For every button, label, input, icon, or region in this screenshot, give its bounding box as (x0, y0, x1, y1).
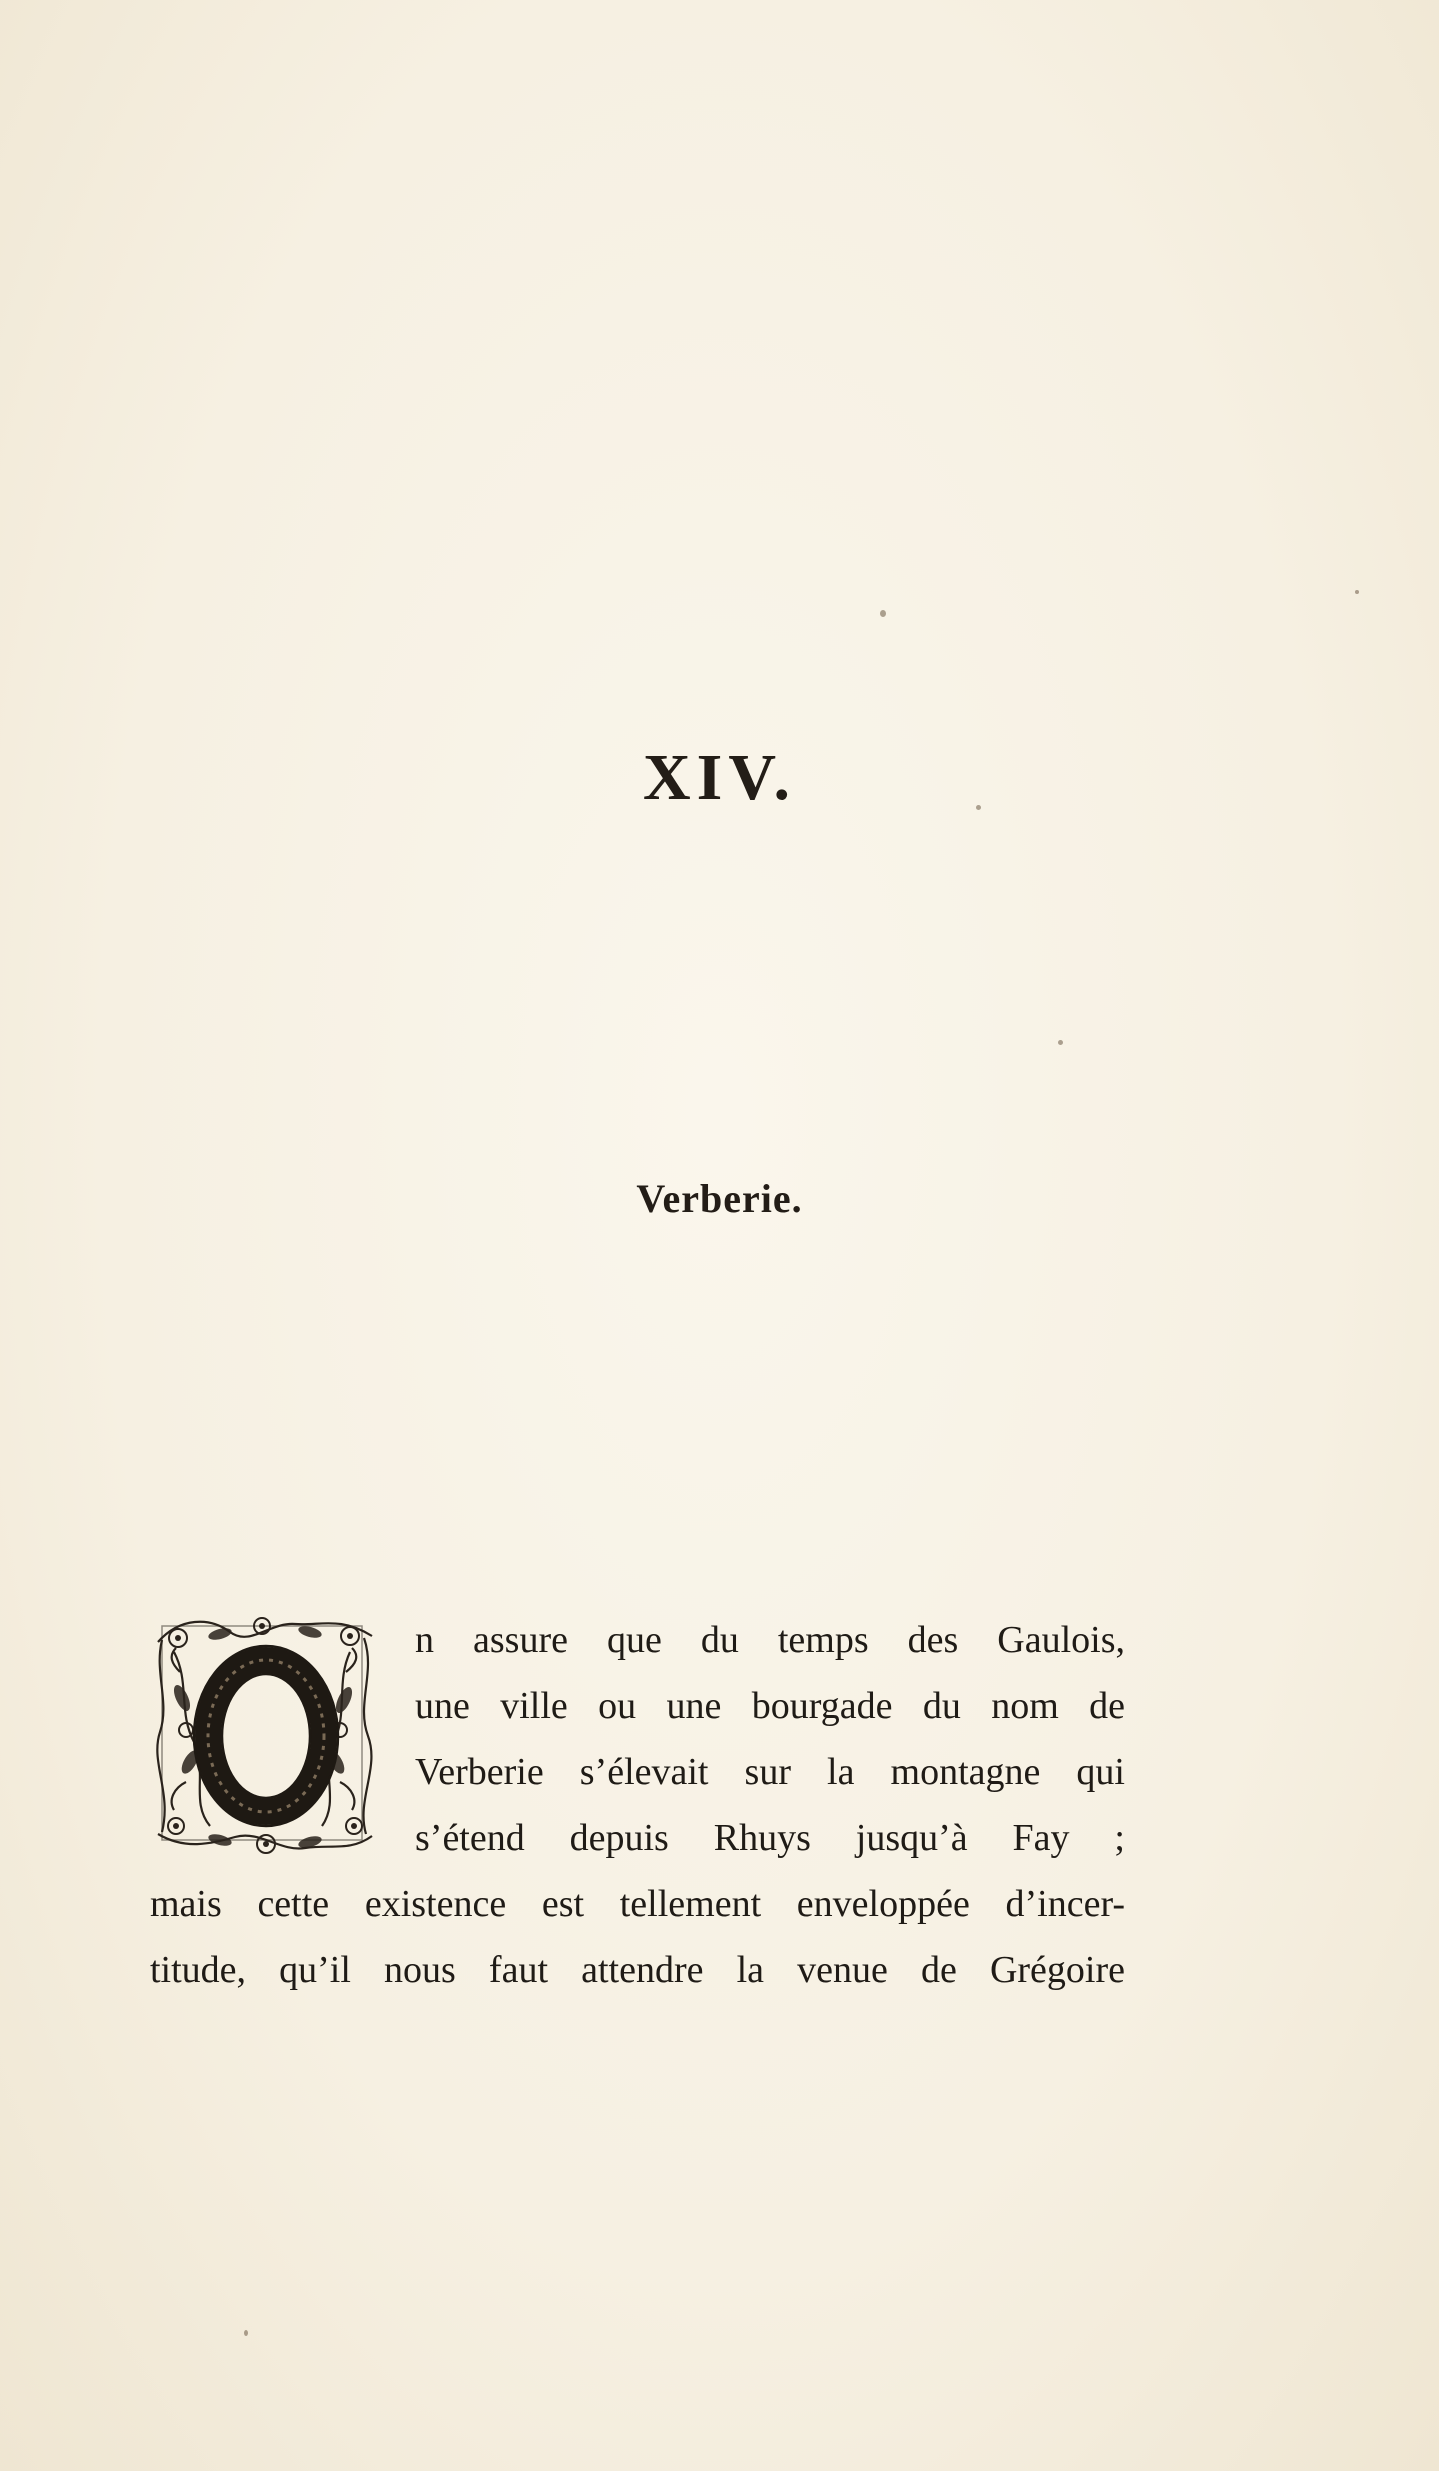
paragraph-line: titude, qu’il nous faut attendre la venue de Grégoire (150, 1949, 1125, 1991)
paragraph-line: une ville ou une bourgade du nom de (415, 1685, 1125, 1727)
paragraph-line: s’étend depuis Rhuys jusqu’à Fay ; (415, 1817, 1125, 1859)
ornamental-initial-icon (150, 1612, 382, 1856)
paper-speck (1355, 590, 1359, 594)
paper-speck (880, 610, 886, 617)
chapter-number: XIV. (642, 741, 796, 814)
paragraph-line: mais cette existence est tellement enveloppée d’incer- (150, 1883, 1125, 1925)
paragraph-line: n assure que du temps des Gaulois, (415, 1619, 1125, 1661)
chapter-title: Verberie. (636, 1176, 803, 1221)
paper-speck (1058, 1040, 1063, 1045)
paper-speck (976, 805, 981, 810)
paragraph-line: Verberie s’élevait sur la montagne qui (415, 1751, 1125, 1793)
paper-speck (244, 2330, 248, 2336)
